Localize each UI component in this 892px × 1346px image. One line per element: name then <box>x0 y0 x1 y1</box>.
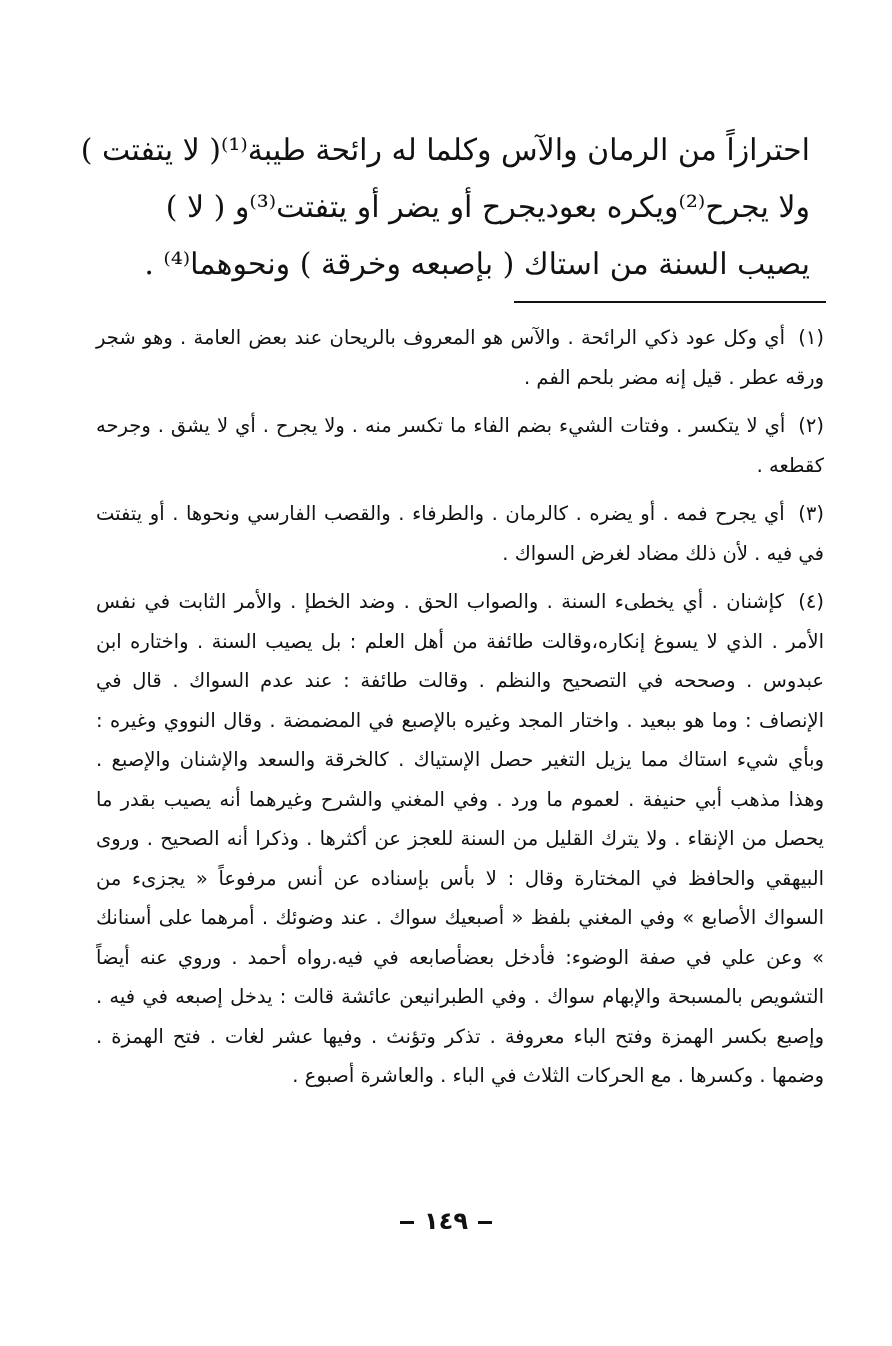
footnote-1 <box>96 318 824 397</box>
page-number <box>0 1207 892 1235</box>
footnote-number: (١) <box>798 326 824 349</box>
footnote-4 <box>96 582 824 1096</box>
footnote-text: أي وكل عود ذكي الرائحة . والآس هو المعروف بالريحان عند بعض العامة . وهو شجر ورقه عطر . قيل إنه مضر بلحم الفم . <box>96 326 824 389</box>
footnote-2 <box>96 406 824 485</box>
page-number-dash-right <box>400 1221 414 1224</box>
footnote-number: (٣) <box>798 502 824 525</box>
main-text-line-2: ولا يجرح⁽²⁾ويكره بعوديجرح أو يضر أو يتفتت⁽³⁾و ( لا ) <box>165 190 810 225</box>
footnote-number: (٢) <box>798 414 824 437</box>
page-number-dash-left <box>478 1221 492 1224</box>
footnote-text: أي لا يتكسر . وفتات الشيء بضم الفاء ما تكسر منه . ولا يجرح . أي لا يشق . وجرحه كقطعه . <box>96 414 824 477</box>
footnote-text: أي يجرح فمه . أو يضره . كالرمان . والطرفاء . والقصب الفارسي ونحوها . أو يتفتت في فيه . لأن ذلك مضاد لغرض السواك . <box>96 502 824 565</box>
footnote-text: كإشنان . أي يخطىء السنة . والصواب الحق . وضد الخطإ . والأمر الثابت في نفس الأمر . الذي لا يسوغ إنكاره،وقالت طائفة من أهل العلم : بل يصيب السنة . واختاره ابن عبدوس . وصححه في التصحيح والنظم . وقالت طائفة : عند عدم السواك . قال في الإنصاف : وما هو ببعيد . واختار المجد وغيره بالإصبع في المضمضة . وقال النووي وغيره : وبأي شيء استاك مما يزيل التغير حصل الإستياك . كالخرقة والسعد والإشنان والإصبع . وهذا مذهب أبي حنيفة . لعموم ما ورد . وفي المغني والشرح وغيرهما أنه يصيب بقدر ما يحصل من الإنقاء . ولا يترك القليل من السنة للعجز عن أكثرها . وذكرا أنه الصحيح . وروى البيهقي والحافظ في المختارة وقال : لا بأس بإسناده عن أنس مرفوعاً « يجزىء من السواك الأصابع » وفي المغني بلفظ « أصبعيك سواك . عند وضوئك . أمرهما على أسنانك » وعن علي في صفة الوضوء: فأدخل بعضأصابعه في فيه.رواه أحمد . وروي عنه أيضاً التشويص بالمسبحة والإبهام سواك . وفي الطبرانيعن عائشة قالت : يدخل إصبعه في فيه . وإصبع بكسر الهمزة وفتح الباء معروفة . تذكر وتؤنث . وفيها عشر لغات . فتح الهمزة . وضمها . وكسرها . مع الحركات الثلاث في الباء . والعاشرة أصبوع . <box>96 590 824 1087</box>
page-number-value: ١٤٩ <box>424 1207 468 1235</box>
footnote-divider <box>514 301 826 303</box>
main-text-line-3: يصيب السنة من استاك ( بإصبعه وخرقة ) ونحوهما⁽⁴⁾ . <box>144 247 810 282</box>
main-text-line-1: احترازاً من الرمان والآس وكلما له رائحة طيبة⁽¹⁾( لا يتفتت ) <box>80 133 810 168</box>
footnotes-section <box>96 318 824 1105</box>
footnote-number: (٤) <box>798 590 824 613</box>
main-text <box>80 122 810 293</box>
footnote-3 <box>96 494 824 573</box>
